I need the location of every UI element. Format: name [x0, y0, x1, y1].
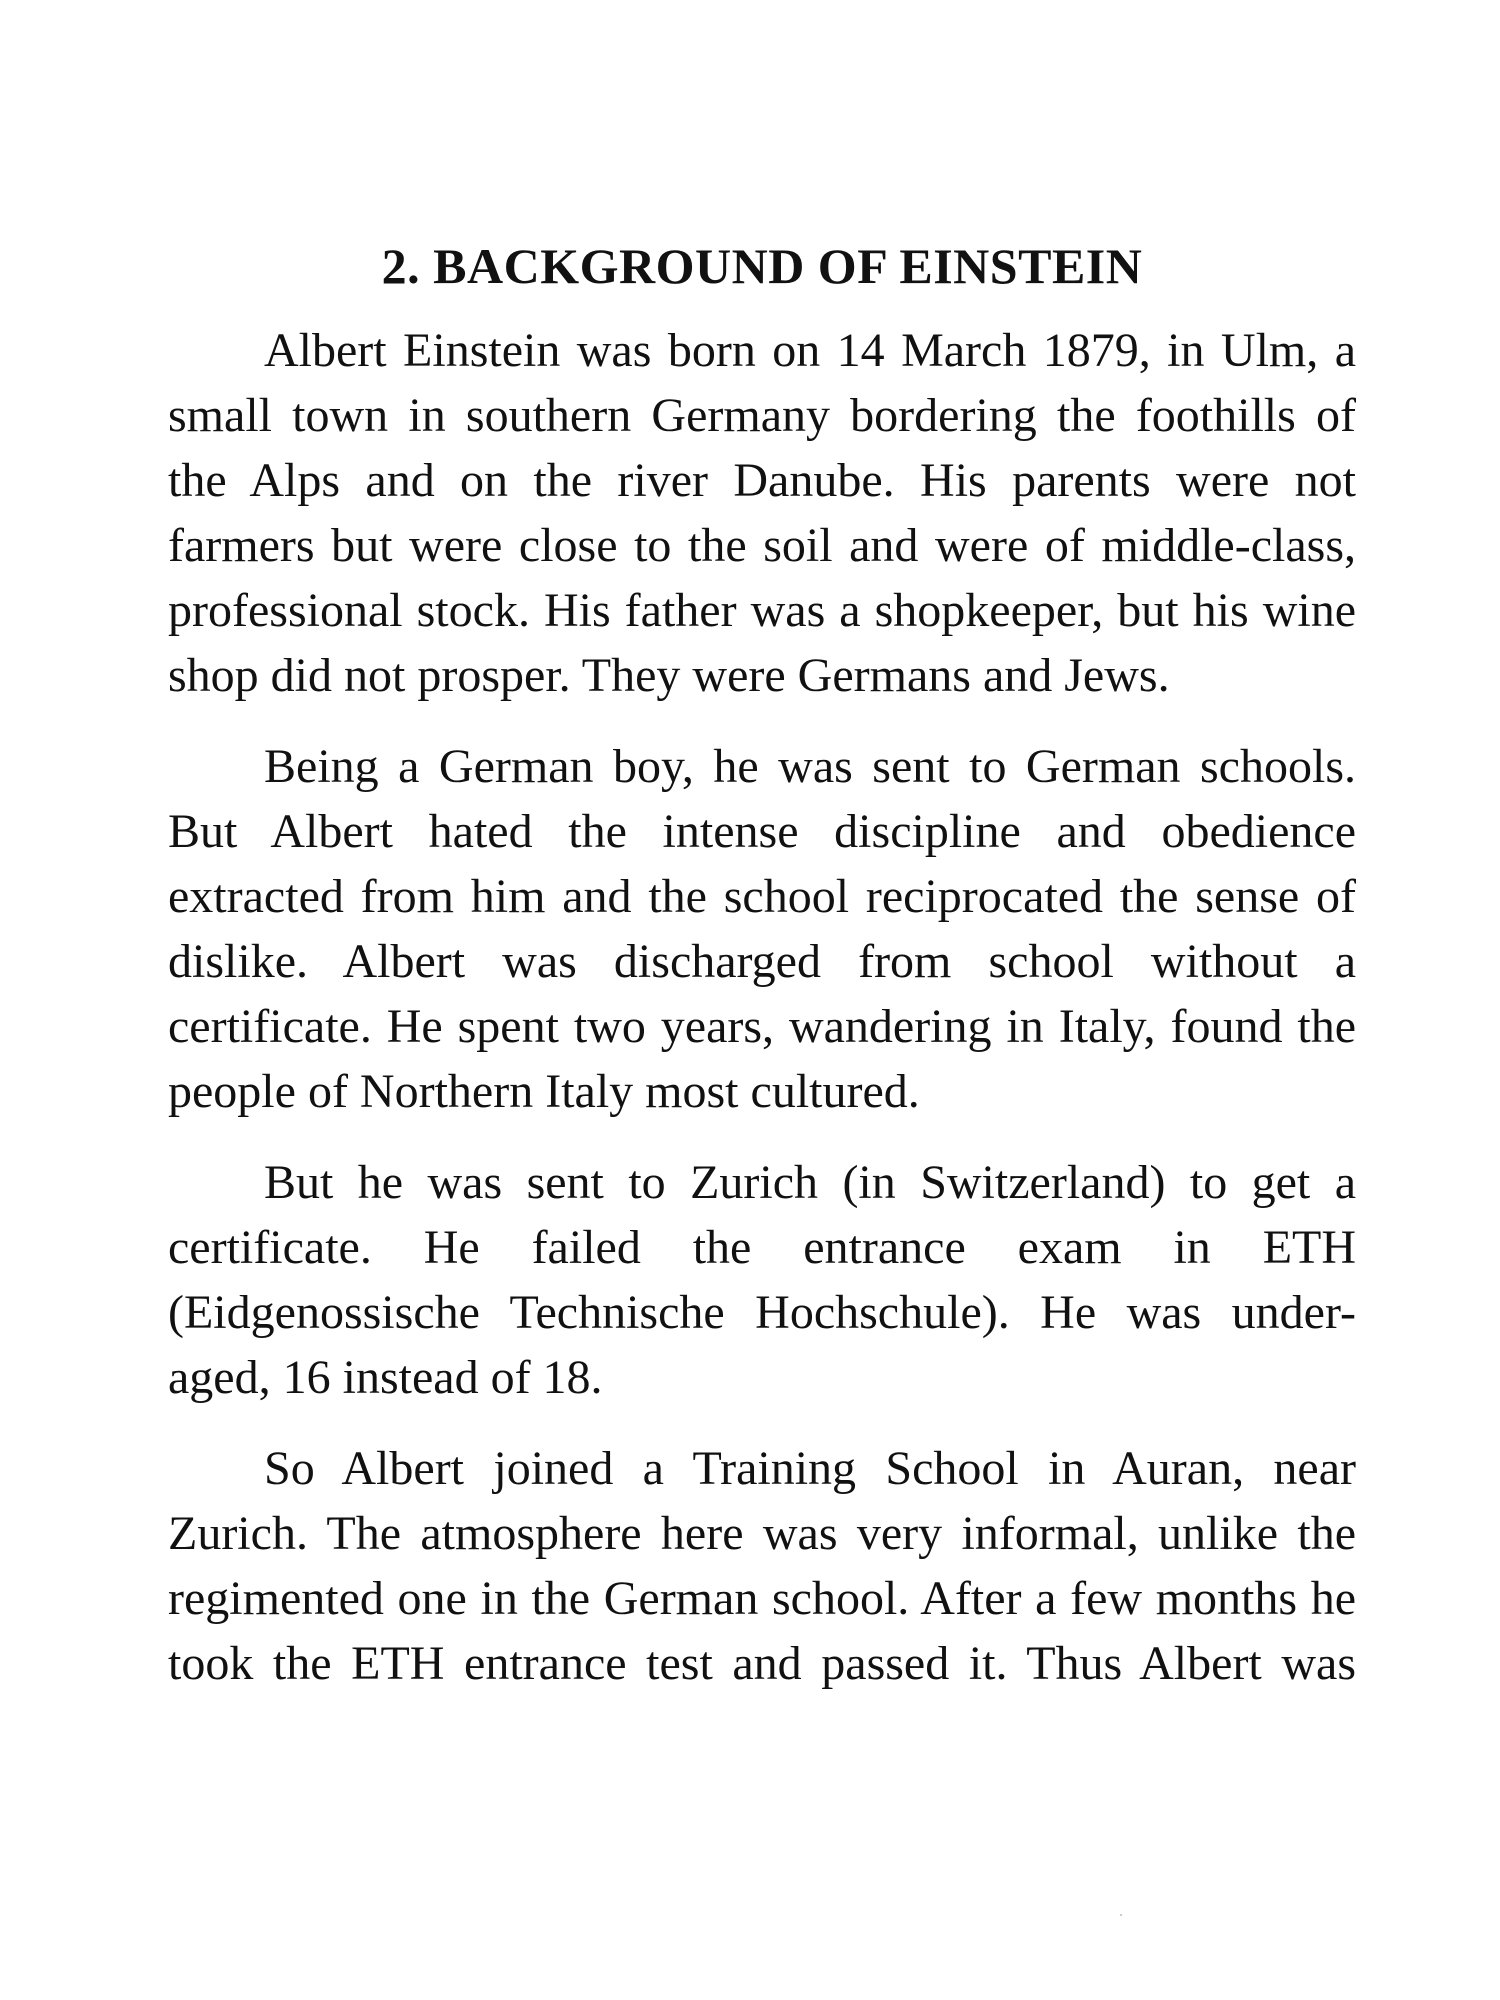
chapter-title: 2. BACKGROUND OF EINSTEIN: [381, 238, 1143, 294]
paragraph-zurich: But he was sent to Zurich (in Switzerland) to get a certificate. He failed the entrance exam in ETH (Eidgenossische Technische Hochschule). He was under-aged, 16 instead of 18.: [168, 1156, 1356, 1404]
paragraph-training-school: So Albert joined a Training School in Auran, near Zurich. The atmosphere here was very informal, unlike the regimented one in the German school. After a few months he took the ETH entrance test and passed it. Thus Albert was: [168, 1442, 1356, 1690]
chapter-body: [168, 318, 1356, 1696]
scan-speck: [1120, 1914, 1122, 1916]
paragraph-birth: Albert Einstein was born on 14 March 1879, in Ulm, a small town in southern Germany bordering the foothills of the Alps and on the river Danube. His parents were not farmers but were close to the soil and were of middle-class, professional stock. His father was a shopkeeper, but his wine shop did not prosper. They were Germans and Jews.: [168, 324, 1356, 702]
paragraph-schooling: Being a German boy, he was sent to German schools. But Albert hated the intense discipline and obedience extracted from him and the school reciprocated the sense of dislike. Albert was discharged from school without a certificate. He spent two years, wandering in Italy, found the people of Northern Italy most cultured.: [168, 740, 1356, 1118]
